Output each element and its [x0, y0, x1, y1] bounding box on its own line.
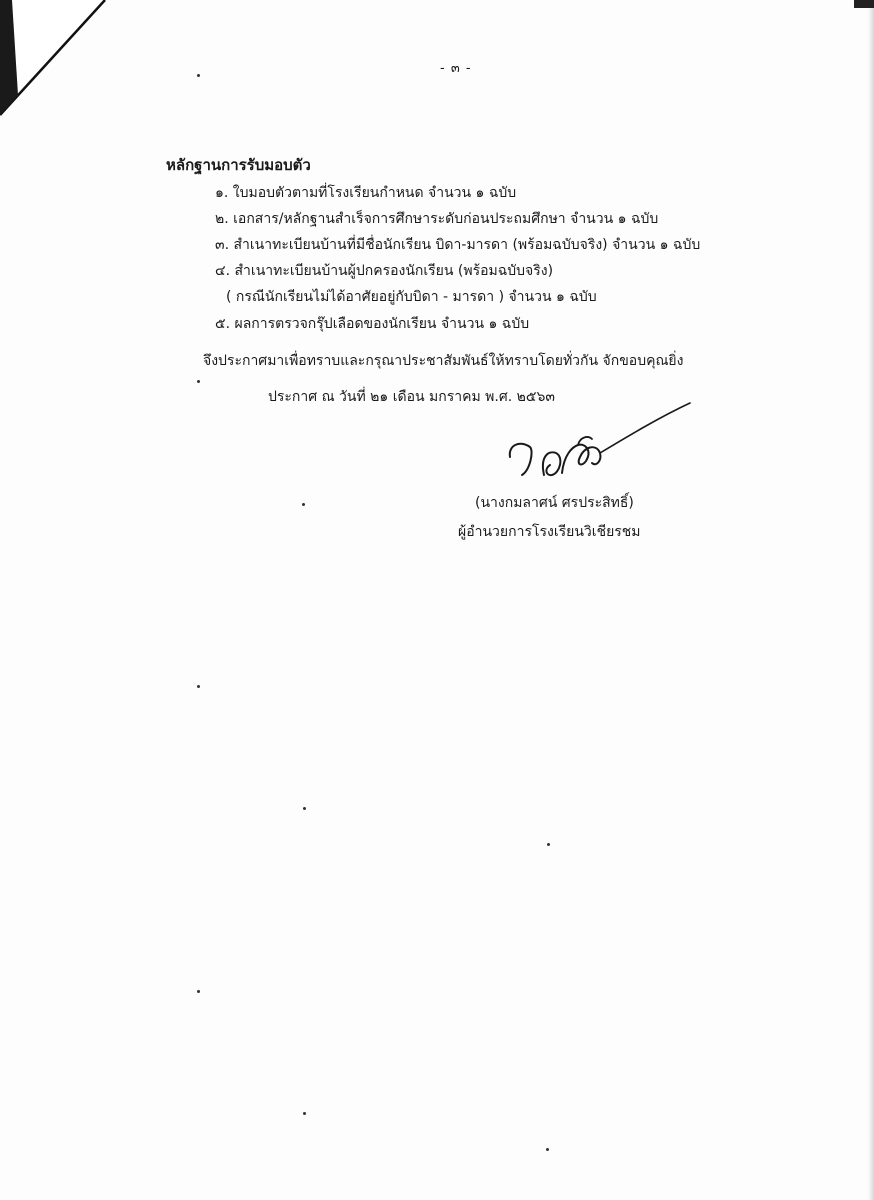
list-item: ๔. สำเนาทะเบียนบ้านผู้ปกครองนักเรียน (พร้อมฉบับจริง) — [215, 263, 554, 279]
speck — [197, 685, 200, 688]
list-item: ๑. ใบมอบตัวตามที่โรงเรียนกำหนด จำนวน ๑ ฉบับ — [215, 185, 517, 201]
scan-right-edge — [868, 0, 874, 1200]
speck — [197, 380, 200, 383]
list-item: ๓. สำเนาทะเบียนบ้านที่มีชื่อนักเรียน บิดา-มารดา (พร้อมฉบับจริง) จำนวน ๑ ฉบับ — [215, 237, 701, 253]
list-item-continuation: ( กรณีนักเรียนไม่ได้อาศัยอยู่กับบิดา - มารดา ) จำนวน ๑ ฉบับ — [226, 289, 597, 305]
speck — [303, 807, 306, 810]
speck — [546, 1148, 549, 1151]
speck — [303, 1112, 306, 1115]
speck — [197, 74, 200, 77]
signature-icon — [500, 395, 700, 490]
section-heading: หลักฐานการรับมอบตัว — [166, 156, 311, 174]
speck — [197, 990, 200, 993]
scan-top-edge-mark — [854, 0, 874, 8]
list-item: ๒. เอกสาร/หลักฐานสำเร็จการศึกษาระดับก่อนประถมศึกษา จำนวน ๑ ฉบับ — [215, 211, 659, 227]
speck — [302, 503, 305, 506]
announcement-text: จึงประกาศมาเพื่อทราบและกรุณาประชาสัมพันธ์ให้ทราบโดยทั่วกัน จักขอบคุณยิ่ง — [203, 353, 684, 369]
signer-name: (นางกมลาศน์ ศรประสิทธิ์) — [475, 495, 634, 511]
list-item: ๕. ผลการตรวจกรุ๊ปเลือดของนักเรียน จำนวน ๑ ฉบับ — [215, 316, 530, 332]
page-number: - ๓ - — [440, 61, 472, 76]
scan-corner-fold — [0, 0, 120, 120]
signer-title: ผู้อำนวยการโรงเรียนวิเชียรชม — [458, 524, 641, 540]
speck — [547, 843, 550, 846]
announcement-date: ประกาศ ณ วันที่ ๒๑ เดือน มกราคม พ.ศ. ๒๕๖๓ — [268, 389, 555, 405]
